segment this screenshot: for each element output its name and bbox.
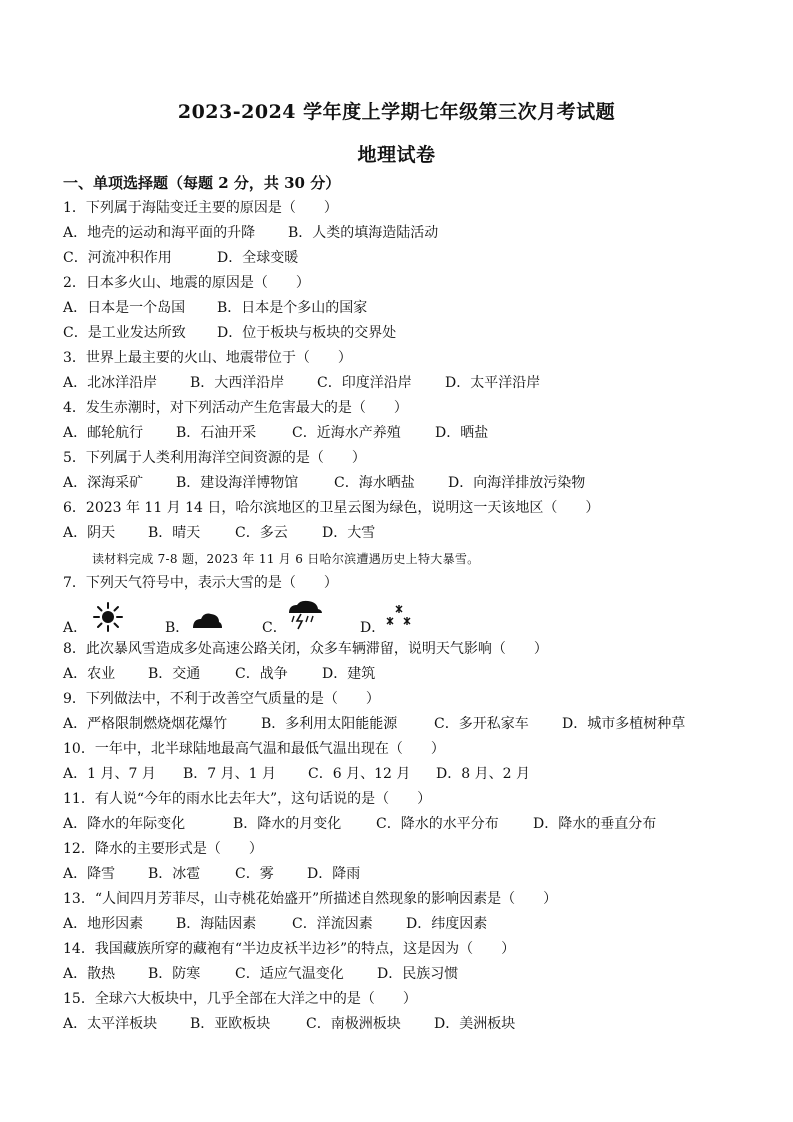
option-d[interactable]: D．8 月、2 月	[436, 766, 530, 782]
option-a[interactable]: A．太平洋板块	[63, 1016, 158, 1032]
option-a[interactable]: A．散热	[63, 966, 116, 982]
option-b[interactable]: B．晴天	[148, 525, 201, 541]
option-d[interactable]: D．城市多植树种草	[562, 716, 686, 732]
question-11-stem: 11．有人说“今年的雨水比去年大”，这句话说的是（ ）	[63, 791, 432, 807]
option-c[interactable]: C．	[262, 620, 287, 636]
option-d[interactable]: D．太平洋沿岸	[445, 375, 541, 391]
cloud-icon[interactable]	[191, 610, 223, 630]
question-1-options-row2	[63, 249, 298, 267]
question-6-stem: 6．2023 年 11 月 14 日，哈尔滨地区的卫星云图为绿色，说明这一天该地区（ ）	[63, 500, 600, 516]
option-a[interactable]: A．农业	[63, 666, 116, 682]
option-a[interactable]: A．降雪	[63, 866, 116, 882]
option-a[interactable]: A．阴天	[63, 525, 116, 541]
question-1-options-row1	[63, 224, 438, 242]
question-1-stem: 1．下列属于海陆变迁主要的原因是（ ）	[63, 200, 338, 216]
question-15-stem: 15．全球六大板块中，几乎全部在大洋之中的是（ ）	[63, 991, 417, 1007]
question-4-options	[63, 424, 488, 442]
option-b[interactable]: B．大西洋沿岸	[190, 375, 285, 391]
option-c[interactable]: C．多云	[235, 525, 288, 541]
option-c[interactable]: C．南极洲板块	[306, 1016, 401, 1032]
question-4-stem: 4．发生赤潮时，对下列活动产生危害最大的是（ ）	[63, 400, 408, 416]
option-d[interactable]: D．位于板块与板块的交界处	[217, 325, 397, 341]
heavy-snow-icon[interactable]	[383, 604, 415, 632]
option-a[interactable]: A．地壳的运动和海平面的升降	[63, 225, 256, 241]
question-3-options	[63, 374, 540, 392]
question-8-stem: 8．此次暴风雪造成多处高速公路关闭，众多车辆滞留，说明天气影响（ ）	[63, 641, 548, 657]
question-13-stem: 13．“人间四月芳菲尽，山寺桃花始盛开”所描述自然现象的影响因素是（ ）	[63, 891, 558, 907]
question-13-options	[63, 915, 487, 933]
option-a[interactable]: A．地形因素	[63, 916, 144, 932]
option-c[interactable]: C．印度洋沿岸	[317, 375, 412, 391]
question-15-options	[63, 1015, 515, 1033]
option-b[interactable]: B．海陆因素	[176, 916, 257, 932]
option-d[interactable]: D．纬度因素	[406, 916, 488, 932]
option-c[interactable]: C．降水的水平分布	[376, 816, 499, 832]
question-2-stem: 2．日本多火山、地震的原因是（ ）	[63, 275, 310, 291]
option-a[interactable]: A．降水的年际变化	[63, 816, 186, 832]
option-b[interactable]: B．防寒	[148, 966, 201, 982]
option-b[interactable]: B．人类的填海造陆活动	[288, 225, 439, 241]
option-d[interactable]: D．民族习惯	[377, 966, 459, 982]
option-c[interactable]: C．适应气温变化	[235, 966, 344, 982]
option-b[interactable]: B．石油开采	[176, 425, 257, 441]
question-12-stem: 12．降水的主要形式是（ ）	[63, 841, 263, 857]
option-c[interactable]: C．多开私家车	[434, 716, 529, 732]
question-2-options-row2	[63, 324, 396, 342]
option-c[interactable]: C．海水晒盐	[334, 475, 415, 491]
option-d[interactable]: D．降水的垂直分布	[533, 816, 657, 832]
option-d[interactable]: D．降雨	[307, 866, 361, 882]
option-b[interactable]: B．	[165, 620, 190, 636]
option-c[interactable]: C．战争	[235, 666, 288, 682]
option-a[interactable]: A．邮轮航行	[63, 425, 144, 441]
question-5-stem: 5．下列属于人类利用海洋空间资源的是（ ）	[63, 450, 366, 466]
exam-title: 2023-2024 学年度上学期七年级第三次月考试题	[177, 101, 616, 123]
option-a[interactable]: A．深海采矿	[63, 475, 144, 491]
question-11-options	[63, 815, 656, 833]
reading-note: 读材料完成 7-8 题，2023 年 11 月 6 日哈尔滨遭遇历史上特大暴雪。	[92, 552, 480, 566]
option-a[interactable]: A．	[63, 620, 88, 636]
option-d[interactable]: D．	[360, 620, 386, 636]
option-d[interactable]: D．向海洋排放污染物	[448, 475, 586, 491]
question-14-options	[63, 965, 458, 983]
option-d[interactable]: D．大雪	[322, 525, 376, 541]
option-b[interactable]: B．降水的月变化	[233, 816, 342, 832]
question-8-options	[63, 665, 375, 683]
sun-icon[interactable]	[92, 602, 124, 632]
question-7-options	[63, 602, 423, 636]
exam-subtitle: 地理试卷	[357, 144, 436, 166]
option-c[interactable]: C．河流冲积作用	[63, 250, 172, 266]
question-6-options	[63, 524, 375, 542]
option-d[interactable]: D．晒盐	[435, 425, 489, 441]
question-9-options	[63, 715, 685, 733]
question-3-stem: 3．世界上最主要的火山、地震带位于（ ）	[63, 350, 352, 366]
option-d[interactable]: D．建筑	[322, 666, 376, 682]
question-10-stem: 10．一年中，北半球陆地最高气温和最低气温出现在（ ）	[63, 741, 445, 757]
question-5-options	[63, 474, 585, 492]
option-b[interactable]: B．日本是个多山的国家	[217, 300, 368, 316]
option-a[interactable]: A．北冰洋沿岸	[63, 375, 158, 391]
question-14-stem: 14．我国藏族所穿的藏袍有“半边皮袄半边衫”的特点，这是因为（ ）	[63, 941, 516, 957]
question-2-options-row1	[63, 299, 367, 317]
option-d[interactable]: D．全球变暖	[217, 250, 299, 266]
option-b[interactable]: B．建设海洋博物馆	[176, 475, 299, 491]
option-b[interactable]: B．多利用太阳能能源	[261, 716, 398, 732]
thunderstorm-icon[interactable]	[285, 600, 323, 630]
option-a[interactable]: A．1 月、7 月	[63, 766, 156, 782]
option-a[interactable]: A．严格限制燃烧烟花爆竹	[63, 716, 228, 732]
question-12-options	[63, 865, 360, 883]
section-heading: 一、单项选择题（每题 2 分，共 30 分）	[63, 174, 341, 192]
question-10-options	[63, 765, 530, 783]
option-c[interactable]: C．近海水产养殖	[292, 425, 401, 441]
option-c[interactable]: C．洋流因素	[292, 916, 373, 932]
option-a[interactable]: A．日本是一个岛国	[63, 300, 186, 316]
option-b[interactable]: B．7 月、1 月	[183, 766, 277, 782]
option-d[interactable]: D．美洲板块	[434, 1016, 516, 1032]
option-c[interactable]: C．是工业发达所致	[63, 325, 186, 341]
option-b[interactable]: B．亚欧板块	[190, 1016, 271, 1032]
option-c[interactable]: C．6 月、12 月	[308, 766, 411, 782]
question-9-stem: 9．下列做法中，不利于改善空气质量的是（ ）	[63, 691, 380, 707]
option-b[interactable]: B．冰雹	[148, 866, 201, 882]
option-b[interactable]: B．交通	[148, 666, 201, 682]
question-7-stem: 7．下列天气符号中，表示大雪的是（ ）	[63, 575, 338, 591]
option-c[interactable]: C．雾	[235, 866, 274, 882]
